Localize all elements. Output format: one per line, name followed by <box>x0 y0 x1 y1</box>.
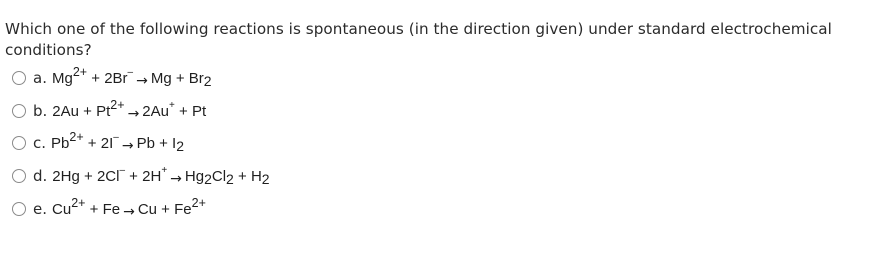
option-e[interactable] <box>12 197 206 221</box>
reactant: Pt <box>96 102 111 120</box>
product: Br <box>188 69 204 87</box>
reactant: 2Hg <box>52 167 80 185</box>
option-letter: b. <box>33 102 48 120</box>
equation-option-b: 2Au + Pt 2+ → 2Au + + Pt <box>52 97 207 122</box>
radio-button-option-c[interactable] <box>12 136 26 150</box>
product: Pt <box>191 102 207 120</box>
plus-sign: + <box>233 167 251 185</box>
plus-sign: + <box>174 102 192 120</box>
plus-sign: + <box>85 200 103 218</box>
reactant: 2Au <box>52 102 79 120</box>
reaction-arrow-icon: → <box>127 105 140 122</box>
option-letter: d. <box>33 167 48 185</box>
option-letter: a. <box>33 69 47 87</box>
reaction-arrow-icon: → <box>121 137 134 154</box>
product: H <box>250 167 262 185</box>
plus-sign: + <box>125 167 143 185</box>
reactant: 2H <box>142 167 162 185</box>
option-c[interactable] <box>12 131 184 155</box>
equation-option-d: 2Hg + 2Cl – + 2H + → Hg 2 Cl 2 + H 2 <box>52 164 270 187</box>
reactant: 2I <box>100 134 114 152</box>
option-letter: e. <box>33 200 47 218</box>
product: Hg <box>184 167 205 185</box>
product: Pb <box>136 134 155 152</box>
equation-option-a: Mg 2+ + 2Br – → Mg + Br 2 <box>51 64 212 89</box>
reaction-arrow-icon: → <box>136 72 148 89</box>
product: 2Au <box>142 102 169 120</box>
product: Cl <box>211 167 227 185</box>
reactant: Mg <box>51 69 73 87</box>
option-letter: c. <box>33 134 47 152</box>
reactant: Fe <box>102 200 121 218</box>
radio-button-option-b[interactable] <box>12 104 26 118</box>
option-d[interactable] <box>12 164 270 188</box>
plus-sign: + <box>154 134 173 152</box>
product: I <box>172 134 177 152</box>
plus-sign: + <box>157 200 175 218</box>
plus-sign: + <box>171 69 189 87</box>
reactant: 2Br <box>104 69 128 87</box>
option-b[interactable] <box>12 99 206 123</box>
reactant: 2Cl <box>96 167 120 185</box>
reactant: Cu <box>52 200 72 218</box>
reaction-arrow-icon: → <box>170 170 182 187</box>
radio-button-option-e[interactable] <box>12 202 26 216</box>
product: Fe <box>174 200 192 218</box>
equation-option-e: Cu 2+ + Fe → Cu + Fe 2+ <box>52 195 206 220</box>
question-text: Which one of the following reactions is spontaneous (in the direction given) under standard electrochemical conditions? <box>5 20 832 59</box>
reaction-arrow-icon: → <box>123 203 135 220</box>
plus-sign: + <box>79 167 97 185</box>
product: Cu <box>137 200 157 218</box>
option-a[interactable] <box>12 66 212 90</box>
plus-sign: + <box>83 134 101 152</box>
plus-sign: + <box>87 69 105 87</box>
radio-button-option-a[interactable] <box>12 71 26 85</box>
radio-button-option-d[interactable] <box>12 169 26 183</box>
plus-sign: + <box>79 102 97 120</box>
product: Mg <box>150 69 172 87</box>
reactant: Pb <box>51 134 70 152</box>
equation-option-c: Pb 2+ + 2I – → Pb + I 2 <box>51 129 184 154</box>
